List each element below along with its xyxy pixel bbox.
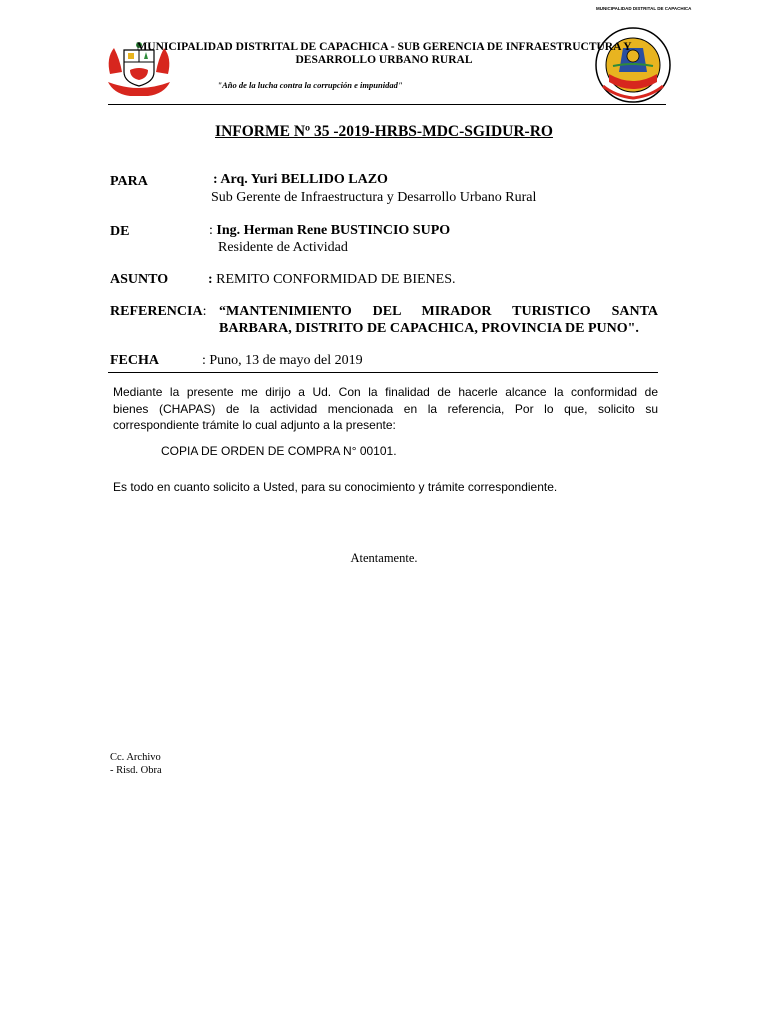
body-paragraph-line1: Mediante la presente me dirijo a Ud. Con la finalidad de hacerle alcance la conformidad de bbox=[113, 385, 658, 399]
para-recipient-title: Sub Gerente de Infraestructura y Desarrollo Urbano Rural bbox=[211, 190, 537, 205]
de-label: DE bbox=[110, 224, 130, 239]
de-sender-title: Residente de Actividad bbox=[218, 240, 348, 255]
asunto-label: ASUNTO bbox=[110, 272, 169, 287]
asunto-colon: : bbox=[208, 272, 217, 287]
referencia-colon: : bbox=[202, 304, 207, 319]
de-sender bbox=[209, 223, 450, 239]
cc-line-obra: - Risd. Obra bbox=[110, 765, 162, 776]
asunto-text: REMITO CONFORMIDAD DE BIENES. bbox=[216, 272, 456, 287]
para-label: PARA bbox=[110, 174, 148, 189]
fecha-label: FECHA bbox=[110, 353, 159, 368]
attachment-list-item: COPIA DE ORDEN DE COMPRA N° 00101. bbox=[161, 444, 397, 458]
body-paragraph-line3: correspondiente trámite lo cual adjunto a la presente: bbox=[113, 418, 396, 432]
document-title: INFORME Nº 35 -2019-HRBS-MDC-SGIDUR-RO bbox=[215, 123, 553, 140]
de-colon: : bbox=[209, 223, 217, 238]
header-institution-line1: MUNICIPALIDAD DISTRITAL DE CAPACHICA - SUB GERENCIA DE INFRAESTRUCTURA Y bbox=[136, 41, 632, 53]
seal-ring-text: MUNICIPALIDAD DISTRITAL DE CAPACHICA bbox=[596, 6, 692, 11]
header-motto: "Año de la lucha contra la corrupción e impunidad" bbox=[217, 80, 403, 90]
cc-line-archivo: Cc. Archivo bbox=[110, 752, 161, 763]
body-paragraph-line2: bienes (CHAPAS) de la actividad mencionada en la referencia, Por lo que, solicito su bbox=[113, 402, 658, 416]
header-institution-line2: DESARROLLO URBANO RURAL bbox=[295, 54, 473, 66]
fecha-divider bbox=[108, 372, 658, 373]
referencia-line1: “MANTENIMIENTO DEL MIRADOR TURISTICO SANTA bbox=[219, 304, 658, 319]
referencia-line2: BARBARA, DISTRITO DE CAPACHICA, PROVINCIA DE PUNO". bbox=[219, 321, 639, 336]
header-divider bbox=[108, 104, 666, 105]
referencia-label-text: REFERENCIA bbox=[110, 304, 203, 319]
referencia-label bbox=[110, 304, 206, 320]
asunto-value bbox=[208, 272, 455, 288]
closing-paragraph: Es todo en cuanto solicito a Usted, para su conocimiento y trámite correspondiente. bbox=[113, 480, 558, 494]
closing-salutation: Atentamente. bbox=[350, 551, 418, 565]
para-recipient: : Arq. Yuri BELLIDO LAZO bbox=[213, 172, 388, 187]
fecha-value: : Puno, 13 de mayo del 2019 bbox=[202, 353, 363, 368]
de-sender-name: Ing. Herman Rene BUSTINCIO SUPO bbox=[216, 223, 451, 238]
